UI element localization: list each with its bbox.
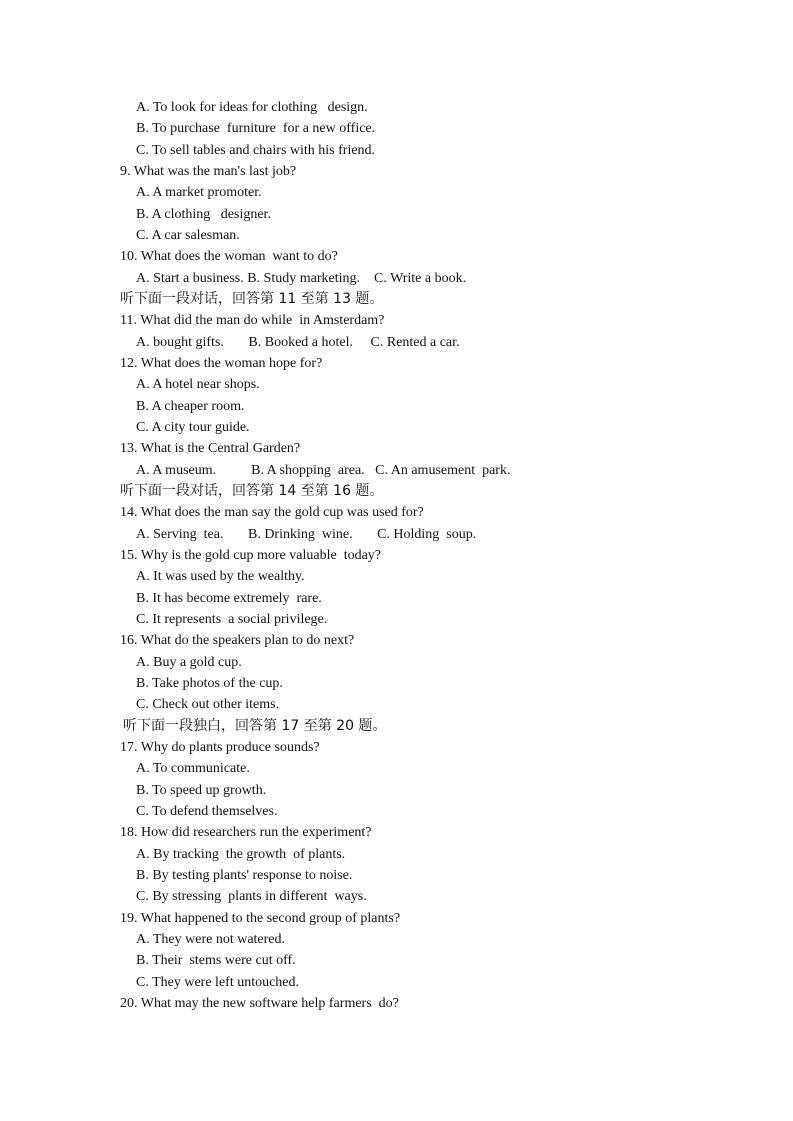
option-line: B. Their stems were cut off. [136,953,296,968]
question-line: 18. How did researchers run the experiment? [120,825,372,840]
option-line: A. A hotel near shops. [136,377,260,392]
option-line: A. They were not watered. [136,932,286,947]
question-line: 15. Why is the gold cup more valuable today? [120,548,382,563]
option-line: B. A clothing designer. [136,207,271,222]
option-line: B. Take photos of the cup. [136,676,283,691]
option-line: C. Check out other items. [136,697,280,712]
question-line: 12. What does the woman hope for? [120,356,323,371]
option-line: A. By tracking the growth of plants. [136,847,346,862]
option-line: A. bought gifts. B. Booked a hotel. C. Rented a car. [136,335,460,350]
question-line: 10. What does the woman want to do? [120,249,338,264]
question-line: 19. What happened to the second group of plants? [120,911,401,926]
option-line: A. A museum. B. A shopping area. C. An amusement park. [136,463,511,478]
question-line: 17. Why do plants produce sounds? [120,740,320,755]
option-line: B. A cheaper room. [136,399,245,414]
question-line: 20. What may the new software help farmers do? [120,996,399,1011]
option-line: C. To defend themselves. [136,804,278,819]
question-line: 11. What did the man do while in Amsterdam? [120,313,385,328]
section-instruction: 听下面一段对话，回答第 14 至第 16 题。 [120,483,384,499]
option-line: A. Buy a gold cup. [136,655,242,670]
option-line: A. It was used by the wealthy. [136,569,305,584]
option-line: A. A market promoter. [136,185,262,200]
option-line: B. By testing plants' response to noise. [136,868,353,883]
question-line: 14. What does the man say the gold cup was used for? [120,505,424,520]
question-line: 16. What do the speakers plan to do next? [120,633,355,648]
section-instruction: 听下面一段独白，回答第 17 至第 20 题。 [123,718,387,734]
option-line: C. It represents a social privilege. [136,612,328,627]
question-line: 13. What is the Central Garden? [120,441,301,456]
option-line: A. To look for ideas for clothing design. [136,100,368,115]
option-line: A. Serving tea. B. Drinking wine. C. Holding soup. [136,527,477,542]
option-line: A. To communicate. [136,761,250,776]
option-line: C. A city tour guide. [136,420,250,435]
question-line: 9. What was the man's last job? [120,164,297,179]
option-line: C. A car salesman. [136,228,240,243]
section-instruction: 听下面一段对话，回答第 11 至第 13 题。 [120,291,384,307]
option-line: C. By stressing plants in different ways. [136,889,367,904]
option-line: A. Start a business. B. Study marketing. C. Write a book. [136,271,467,286]
option-line: C. They were left untouched. [136,975,300,990]
option-line: B. To purchase furniture for a new office. [136,121,376,136]
option-line: C. To sell tables and chairs with his friend. [136,143,376,158]
option-line: B. It has become extremely rare. [136,591,322,606]
option-line: B. To speed up growth. [136,783,267,798]
